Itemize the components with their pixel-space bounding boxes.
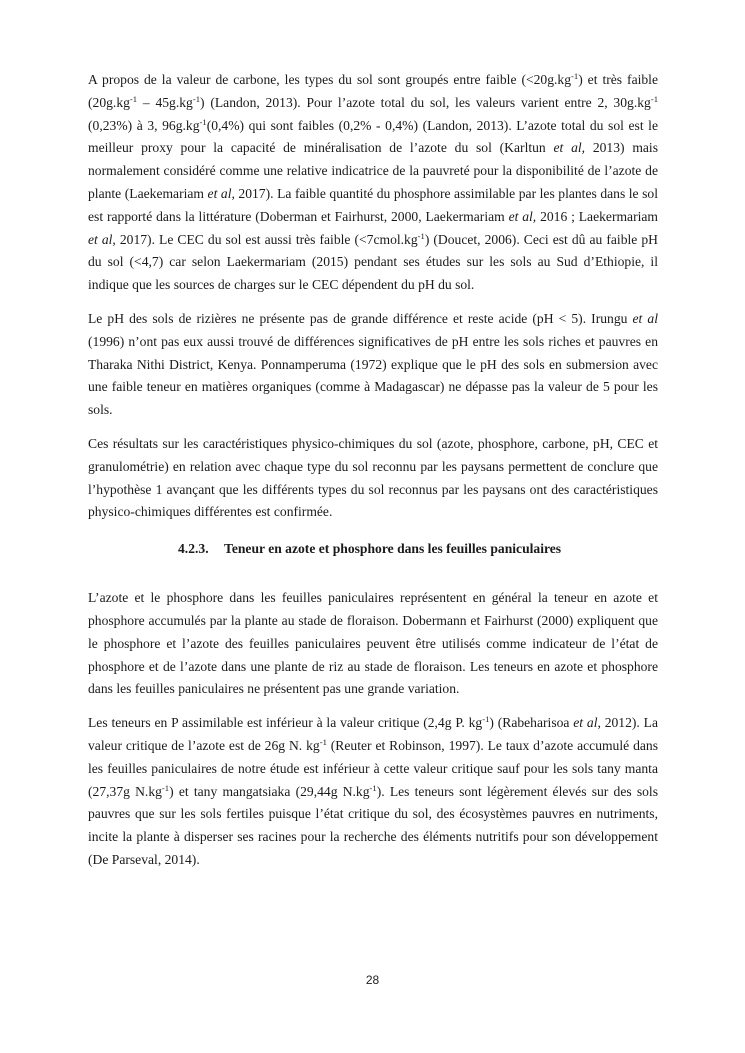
page-content [88, 69, 658, 872]
section-number: 4.2.3. [178, 541, 209, 557]
section-heading [178, 539, 658, 559]
paragraph-carbon-nitrogen-cec: A propos de la valeur de carbone, les types du sol sont groupés entre faible $(<20g.kg^{-1})$ et très faible $(20g.kg^{-1} - 45g.kg^{-1})$ (Landon, 2013). Pour l’azote total du sol, les valeurs varient entre 2, $30g.kg^{-1}$ (0,23%) à 3, $96g.kg^{-1}(0,4\%)$ qui sont faibles (0,2% - 0,4%) (Landon, 2013). L’azote total du sol est le meilleur proxy pour la capacité de minéralisation de l’azote du sol (Karltun et al, 2013) mais normalement considéré comme une relative indicatrice de la pauvreté pour la disponibilité de l’azote de plante (Laekemariam et al, 2017). La faible quantité du phosphore assimilable par les plantes dans le sol est rapporté dans la littérature (Doberman et Fairhurst, 2000, Laekermariam et al, 2016 ; Laekermariam et al, 2017). Le CEC du sol est aussi très faible $(<7cmol.kg^{-1})$ (Doucet, 2006). Ceci est dû au faible pH du sol (<4,7) car selon Laekermariam (2015) pendant ses études sur les sols au Sud d’Ethiopie, il indique que les sources de charges sur le CEC dépendent du pH du sol. [88, 71, 659, 293]
section-title: Teneur en azote et phosphore dans les feuilles paniculaires [224, 541, 562, 557]
paragraph-hypothesis-conclusion: Ces résultats sur les caractéristiques physico-chimiques du sol (azote, phosphore, carbone, pH, CEC et granulométrie) en relation avec chaque type du sol reconnu par les paysans permettent de conclure que l’hypothèse 1 avançant que les différents types du sol reconnus par les paysans ont des caractéristiques physico-chimiques différentes est confirmée. [88, 435, 658, 520]
paragraph-ph-rice-fields: Le pH des sols de rizières ne présente pas de grande différence et reste acide (pH < 5). Irungu et al (1996) n’ont pas eux aussi trouvé de différences significatives de pH entre les sols riches et pauvres en Tharaka Nithi District, Kenya. Ponnamperuma (1972) explique que le pH des sols en submersion avec une faible teneur en matières organiques (comme à Madagascar) ne dépasse pas la valeur de 5 pour les sols. [88, 310, 658, 418]
paragraph-panicle-leaves-intro: L’azote et le phosphore dans les feuilles paniculaires représentent en général la teneur en azote et phosphore accumulés par la plante au stade de floraison. Dobermann et Fairhurst (2000) expliquent que le phosphore et l’azote des feuilles paniculaires peuvent être utilisés comme indicateur de l’état de phosphore et de l’azote dans une plante de riz au stade de floraison. Les teneurs en azote et phosphore dans les feuilles paniculaires ne présentent pas une grande variation. [88, 590, 658, 697]
paragraph-critical-values: Les teneurs en P assimilable est inférieur à la valeur critique (2,4g P. $kg^{-1}$) (Rabeharisoa et al, 2012). La valeur critique de l’azote est de 26g N. $kg^{-1}$ (Reuter et Robinson, 1997). Le taux d’azote accumulé dans les feuilles paniculaires de notre étude est inférieur à cette valeur critique sauf pour les sols tany manta (27,37g $N.kg^{-1}$) et tany mangatsiaka (29,44g $N.kg^{-1}$). Les teneurs sont légèrement élevés sur des sols pauvres que sur les sols fertiles puisque l’état critique du sol, des écosystèmes pauvres en nutriments, incite la plante à disperser ses racines pour la recherche des éléments nutritifs pour son développement (De Parseval, 2014). [88, 714, 658, 867]
page-number: 28 [365, 973, 380, 987]
